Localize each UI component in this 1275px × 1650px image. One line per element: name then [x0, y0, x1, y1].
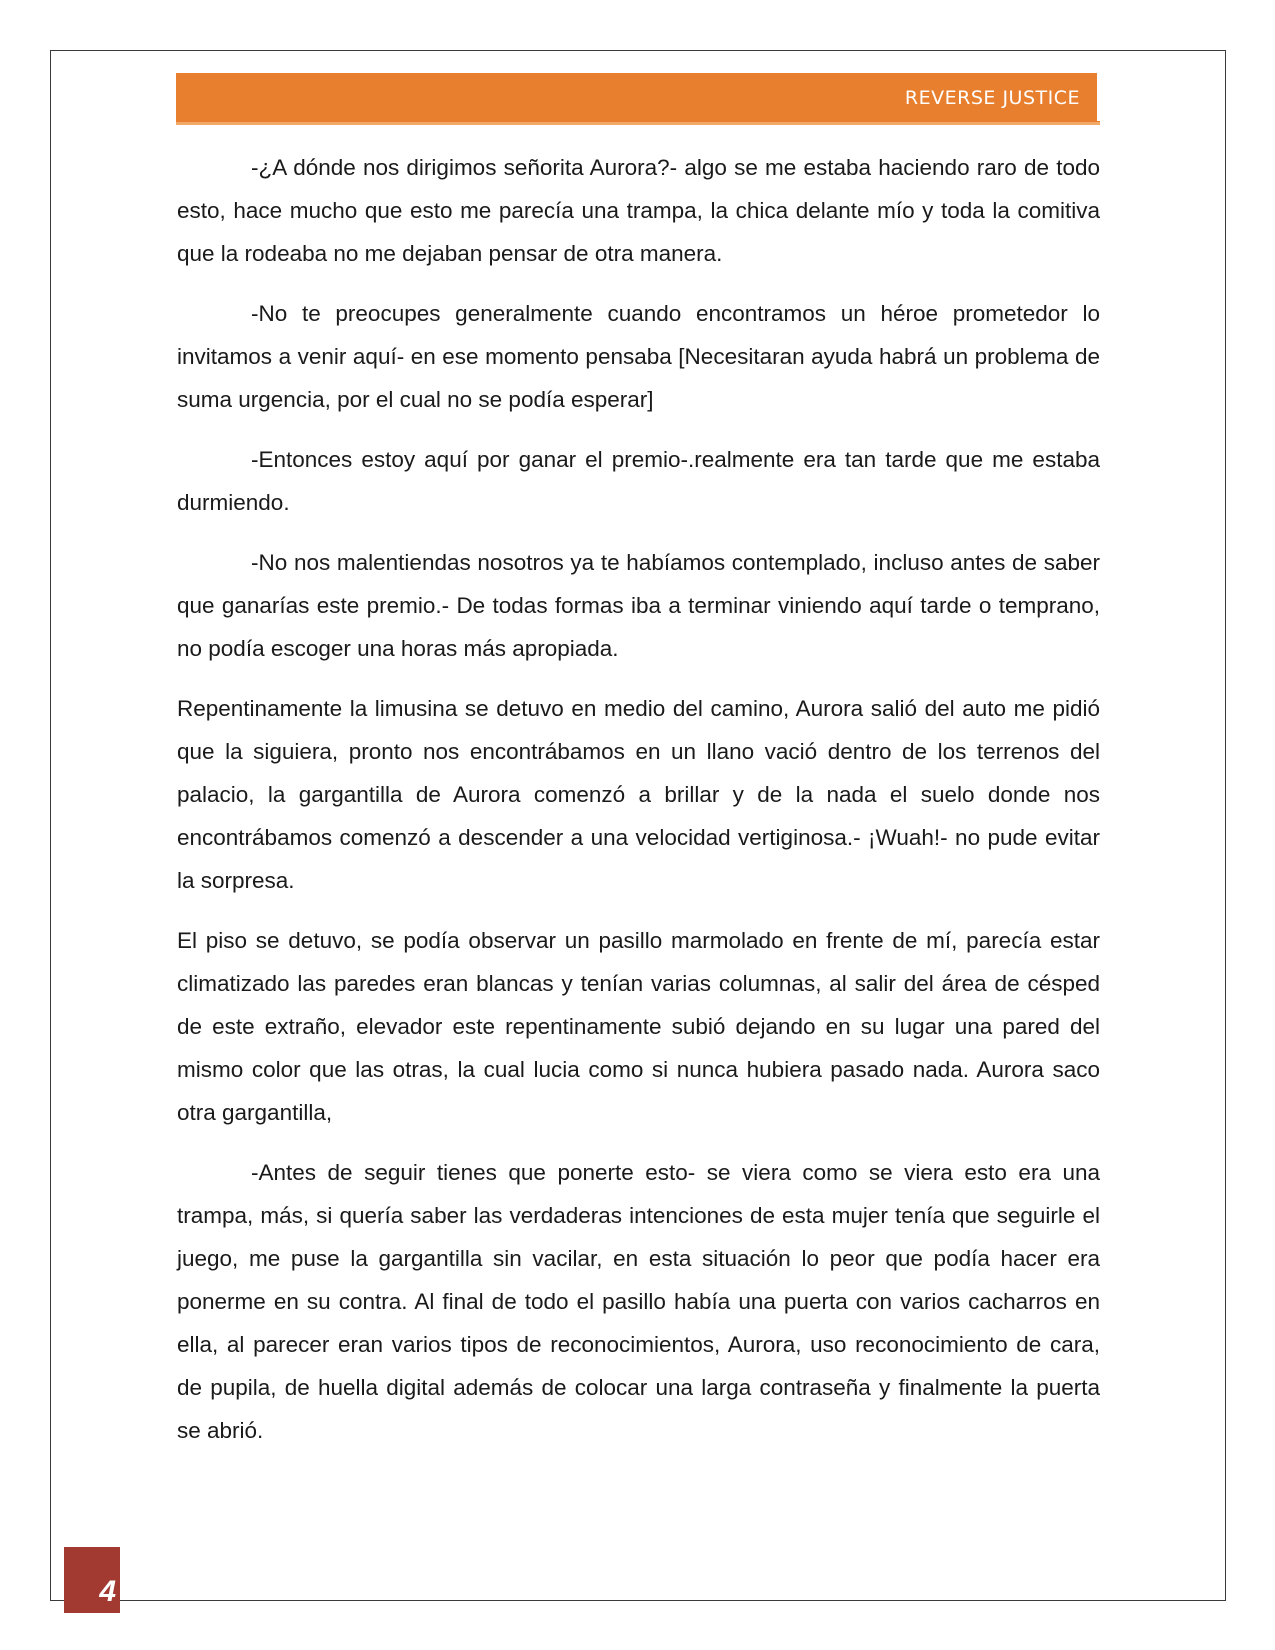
body-text	[177, 146, 1100, 1469]
paragraph: -Entonces estoy aquí por ganar el premio-.realmente era tan tarde que me estaba durmiendo.	[177, 447, 1100, 515]
paragraph: El piso se detuvo, se podía observar un pasillo marmolado en frente de mí, parecía estar climatizado las paredes eran blancas y tenían varias columnas, al salir del área de césped de este extraño, elevador este repentinamente subió dejando en su lugar una pared del mismo color que las otras, la cual lucia como si nunca hubiera pasado nada. Aurora saco otra gargantilla,	[177, 928, 1100, 1125]
paragraph: -¿A dónde nos dirigimos señorita Aurora?- algo se me estaba haciendo raro de todo esto, hace mucho que esto me parecía una trampa, la chica delante mío y toda la comitiva que la rodeaba no me dejaban pensar de otra manera.	[177, 155, 1100, 266]
paragraph: -Antes de seguir tienes que ponerte esto- se viera como se viera esto era una trampa, más, si quería saber las verdaderas intenciones de esta mujer tenía que seguirle el juego, me puse la gargantilla sin vacilar, en esta situación lo peor que podía hacer era ponerme en su contra. Al final de todo el pasillo había una puerta con varios cacharros en ella, al parecer eran varios tipos de reconocimientos, Aurora, uso reconocimiento de cara, de pupila, de huella digital además de colocar una larga contraseña y finalmente la puerta se abrió.	[177, 1160, 1100, 1443]
paragraph: -No nos malentiendas nosotros ya te habíamos contemplado, incluso antes de saber que ganarías este premio.- De todas formas iba a terminar viniendo aquí tarde o temprano, no podía escoger una horas más apropiada.	[177, 550, 1100, 661]
header-bar	[176, 73, 1100, 125]
paragraph: Repentinamente la limusina se detuvo en medio del camino, Aurora salió del auto me pidió que la siguiera, pronto nos encontrábamos en un llano vació dentro de los terrenos del palacio, la gargantilla de Aurora comenzó a brillar y de la nada el suelo donde nos encontrábamos comenzó a descender a una velocidad vertiginosa.- ¡Wuah!- no pude evitar la sorpresa.	[177, 696, 1100, 893]
page-number-box	[64, 1547, 120, 1613]
page-number: 4	[99, 1575, 116, 1608]
header-divider	[1097, 73, 1100, 121]
header-title: REVERSE JUSTICE	[904, 87, 1080, 109]
paragraph: -No te preocupes generalmente cuando encontramos un héroe prometedor lo invitamos a venir aquí- en ese momento pensaba [Necesitaran ayuda habrá un problema de suma urgencia, por el cual no se podía esperar]	[177, 301, 1100, 412]
